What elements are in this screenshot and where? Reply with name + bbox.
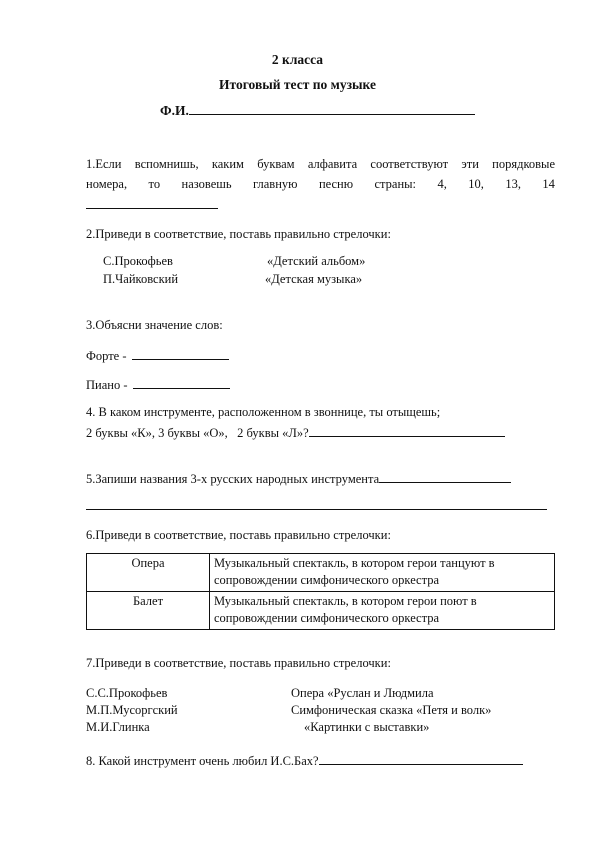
q1-word: номера,	[86, 177, 128, 191]
q1-word: 14	[542, 177, 555, 191]
q6-matching-table	[86, 553, 555, 630]
table-row	[87, 592, 555, 630]
table-row	[87, 554, 555, 592]
q1-word: назовешь	[181, 177, 232, 191]
q5-question: 5.Запиши названия 3-х русских народных инструмента	[86, 472, 380, 486]
q1-word: 4,	[437, 177, 447, 191]
q2-composer: П.Чайковский	[103, 272, 179, 286]
q1-word: 10,	[468, 177, 484, 191]
q1-word: буквам	[257, 157, 295, 171]
q4-question-line2: 2 буквы «К», 3 буквы «О», 2 буквы «Л»?	[86, 426, 309, 440]
q3-piano-row	[86, 376, 230, 393]
q2-question: 2.Приведи в соответствие, поставь правильно стрелочки:	[86, 227, 391, 241]
name-row	[160, 102, 475, 119]
q7-work: Опера «Руслан и Людмила	[291, 686, 434, 700]
q5-answer-line-2[interactable]	[86, 500, 547, 510]
q1-line2	[86, 177, 555, 192]
q6-definition-line: сопровождении симфонического оркестра	[214, 573, 440, 587]
q6-term: Опера	[87, 554, 210, 592]
q1-word: песню	[318, 177, 354, 191]
q4-answer-line[interactable]	[309, 424, 505, 437]
q7-question: 7.Приведи в соответствие, поставь правильно стрелочки:	[86, 656, 391, 670]
q1-word: главную	[253, 177, 298, 191]
q3-question: 3.Объясни значение слов:	[86, 318, 223, 332]
q8-row	[86, 752, 523, 769]
page-title: Итоговый тест по музыке	[219, 77, 376, 92]
q4-question-line1: 4. В каком инструменте, расположенном в звоннице, ты отыщешь;	[86, 405, 441, 419]
q3-piano-label: Пиано -	[86, 378, 128, 392]
q6-definition-line: сопровождении симфонического оркестра	[214, 611, 440, 625]
q3-piano-answer-line[interactable]	[133, 376, 230, 389]
q7-work: «Картинки с выставки»	[304, 720, 430, 734]
q4-question-line2-row	[86, 424, 505, 441]
q8-question: 8. Какой инструмент очень любил И.С.Бах?	[86, 754, 319, 768]
name-answer-line[interactable]	[189, 102, 475, 115]
q1-word: порядковые	[492, 157, 555, 171]
q1-word: вспомнишь,	[134, 157, 199, 171]
grade-heading: 2 класса	[271, 52, 324, 67]
q7-composer: С.С.Прокофьев	[86, 686, 168, 700]
q6-question: 6.Приведи в соответствие, поставь правильно стрелочки:	[86, 528, 391, 542]
q7-composer: М.П.Мусоргский	[86, 703, 178, 717]
q1-answer-row	[86, 196, 218, 213]
q7-work: Симфоническая сказка «Петя и волк»	[291, 703, 492, 717]
q1-word: алфавита	[307, 157, 358, 171]
q1-word: эти	[461, 157, 479, 171]
q1-word: каким	[211, 157, 244, 171]
q3-forte-label: Форте -	[86, 349, 127, 363]
q6-definition	[210, 592, 555, 630]
q1-line1	[86, 157, 555, 172]
q5-answer-line[interactable]	[379, 470, 511, 483]
q1-word: 1.Если	[86, 157, 122, 171]
q1-word: страны:	[374, 177, 417, 191]
q6-definition-line: Музыкальный спектакль, в котором герои поют в	[214, 594, 477, 608]
q6-definition-line: Музыкальный спектакль, в котором герои танцуют в	[214, 556, 495, 570]
q2-work: «Детская музыка»	[265, 272, 363, 286]
q1-answer-line[interactable]	[86, 196, 218, 209]
q1-word: соответствуют	[370, 157, 449, 171]
q6-definition	[210, 554, 555, 592]
q1-word: 13,	[505, 177, 521, 191]
q2-composer: С.Прокофьев	[103, 254, 173, 268]
q2-work: «Детский альбом»	[267, 254, 366, 268]
q6-term: Балет	[87, 592, 210, 630]
q7-composer: М.И.Глинка	[86, 720, 150, 734]
name-label: Ф.И.	[160, 103, 189, 118]
q5-row	[86, 470, 511, 487]
q8-answer-line[interactable]	[319, 752, 523, 765]
q1-word: то	[148, 177, 161, 191]
q3-forte-answer-line[interactable]	[132, 347, 229, 360]
q3-forte-row	[86, 347, 229, 364]
